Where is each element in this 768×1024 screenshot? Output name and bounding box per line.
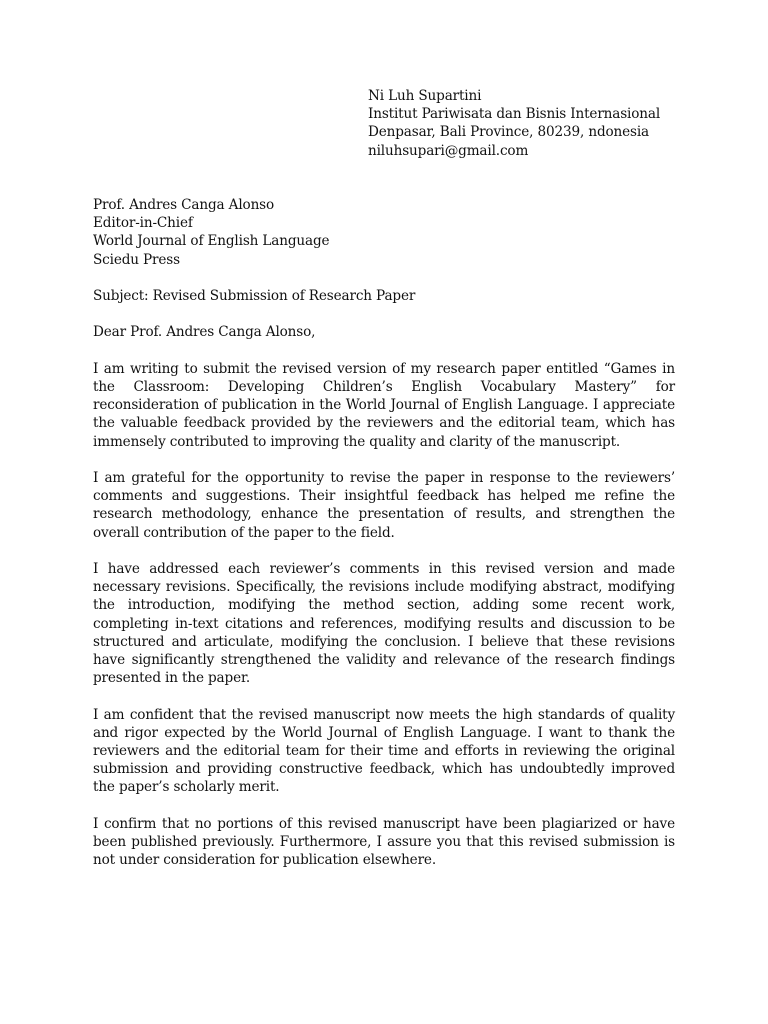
subject-line: Subject: Revised Submission of Research Paper (93, 288, 416, 304)
recipient-publisher: Sciedu Press (93, 251, 180, 268)
recipient-journal: World Journal of English Language (93, 233, 330, 250)
sender-name: Ni Luh Supartini (368, 88, 482, 104)
paragraph-originality: I confirm that no portions of this revised manuscript have been plagiarized or have been published previously. Furthermore, I assure you that this revised submission is not under consideration for publication elsewhere. (93, 815, 675, 869)
sender-address-block (368, 87, 660, 160)
sender-email: niluhsupari@gmail.com (368, 142, 529, 159)
letter-body (93, 196, 675, 869)
salutation: Dear Prof. Andres Canga Alonso, (93, 324, 316, 341)
sender-address: Denpasar, Bali Province, 80239, ndonesia (368, 124, 650, 141)
recipient-name: Prof. Andres Canga Alonso (93, 197, 275, 213)
recipient-address-block (93, 196, 675, 269)
paragraph-intro: I am writing to submit the revised version of my research paper entitled “Games in the Classroom: Developing Children’s English Vocabulary Mastery” for reconsideration of publication in the World Journal of English Language. I appreciate the valuable feedback provided by the reviewers and the editorial team, which has immensely contributed to improving the quality and clarity of the manuscript. (93, 360, 675, 450)
sender-institution: Institut Pariwisata dan Bisnis Internasional (368, 106, 661, 123)
recipient-title: Editor-in-Chief (93, 215, 193, 232)
paragraph-gratitude: I am grateful for the opportunity to revise the paper in response to the reviewers’ comments and suggestions. Their insightful feedback has helped me refine the research methodology, enhance the presentation of results, and strengthen the overall contribution of the paper to the field. (93, 469, 675, 541)
paragraph-confidence: I am confident that the revised manuscript now meets the high standards of quality and rigor expected by the World Journal of English Language. I want to thank the reviewers and the editorial team for their time and efforts in reviewing the original submission and providing constructive feedback, which has undoubtedly improved the paper’s scholarly merit. (93, 706, 675, 796)
paragraph-revisions: I have addressed each reviewer’s comments in this revised version and made necessary revisions. Specifically, the revisions include modifying abstract, modifying the introduction, modifying the method section, adding some recent work, completing in-text citations and references, modifying results and discussion to be structured and articulate, modifying the conclusion. I believe that these revisions have significantly strengthened the validity and relevance of the research findings presented in the paper. (93, 560, 675, 687)
